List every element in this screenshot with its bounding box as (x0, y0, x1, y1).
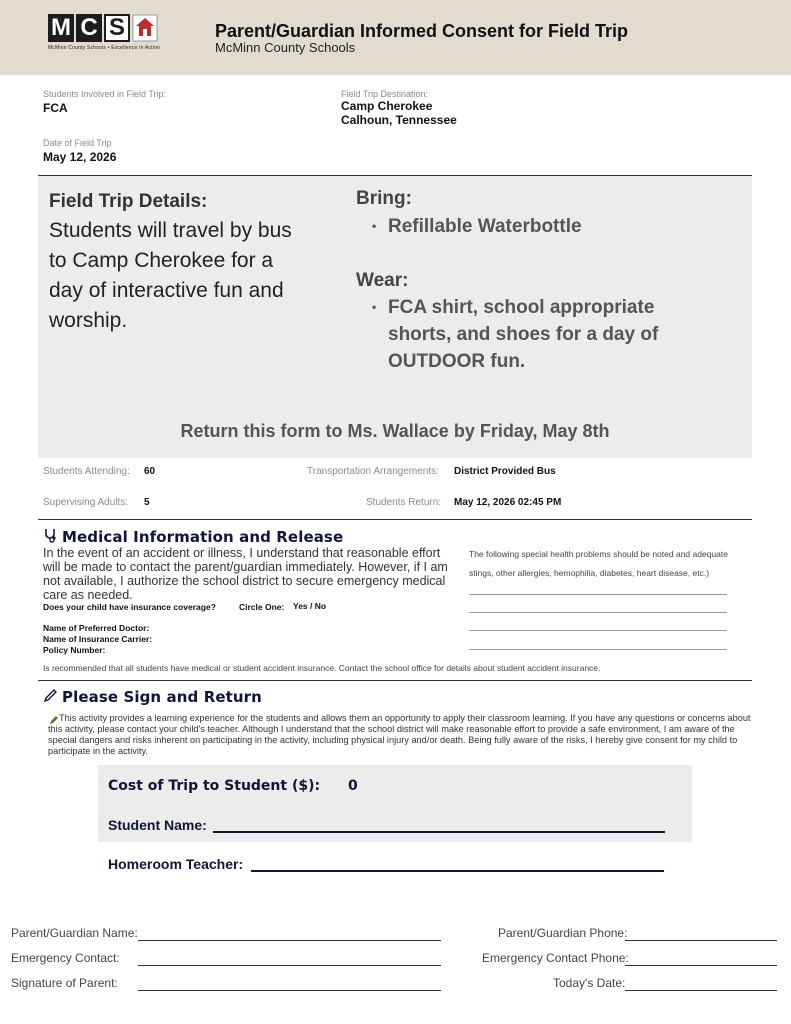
students-involved-value: FCA (43, 101, 68, 115)
health-note-line-1: The following special health problems should be noted and adequate (469, 549, 728, 559)
details-heading: Field Trip Details: (49, 191, 208, 212)
student-name-field[interactable] (213, 831, 665, 833)
cost-label: Cost of Trip to Student ($): (108, 778, 321, 794)
students-involved-label: Students Involved in Field Trip: (43, 89, 167, 99)
health-notes-line[interactable] (469, 649, 727, 650)
health-notes-line[interactable] (469, 630, 727, 631)
destination-line-2: Calhoun, Tennessee (341, 113, 457, 127)
insurance-question: Does your child have insurance coverage? (43, 602, 216, 612)
destination-label: Field Trip Destination: (341, 89, 429, 99)
todays-date-field[interactable] (625, 990, 777, 991)
health-notes-line[interactable] (469, 594, 727, 595)
header-banner (0, 0, 791, 75)
health-note-line-2: stings, other allergies, hemophilia, diabetes, heart disease, etc.) (469, 568, 710, 578)
homeroom-teacher-label: Homeroom Teacher: (108, 856, 244, 872)
mcs-logo (48, 14, 160, 56)
emergency-contact-label: Emergency Contact: (11, 951, 120, 965)
todays-date-label: Today's Date: (553, 976, 626, 990)
homeroom-teacher-field[interactable] (251, 870, 664, 872)
destination-line-1: Camp Cherokee (341, 99, 433, 113)
sign-section-title: Please Sign and Return (62, 688, 262, 706)
form-subtitle: McMinn County Schools (215, 40, 356, 55)
trip-date-label: Date of Field Trip (43, 138, 112, 148)
school-crest-icon (132, 14, 158, 42)
students-return-value: May 12, 2026 02:45 PM (454, 497, 562, 508)
details-text: Students will travel by bus to Camp Cherokee for a day of interactive fun and worship. (49, 219, 292, 332)
policy-number-label: Policy Number: (43, 645, 106, 655)
health-notes-line[interactable] (469, 612, 727, 613)
trip-date-value: May 12, 2026 (43, 150, 117, 164)
consent-text: This activity provides a learning experience for the students and allows them an opportunity to apply their classroom learning. If you have any questions or concerns about this activity, please contact your child's teacher. Although I understand that the school district will make reasonable effort to provide a safe environment, I am aware of the special dangers and risks inherent on participating in the activity, including physical injury and/or death. Being fully aware of the risks, I hereby give consent for my child to participate in the activity. (48, 713, 751, 756)
stethoscope-icon (43, 528, 58, 543)
return-form-note: Return this form to Ms. Wallace by Friday, May 8th (180, 421, 610, 441)
cost-value: 0 (348, 778, 358, 794)
transportation-value: District Provided Bus (454, 466, 556, 477)
logo-tagline: McMinn County Schools • Excellence In Action (48, 45, 160, 51)
divider (38, 519, 752, 520)
logo-letter-m: M (48, 14, 74, 42)
students-attending-label: Students Attending: (43, 466, 130, 477)
wear-heading: Wear: (356, 270, 409, 291)
medical-section-title: Medical Information and Release (62, 528, 344, 546)
cost-student-panel (98, 765, 692, 842)
parent-name-field[interactable] (138, 940, 441, 941)
circle-one-label: Circle One: (239, 602, 285, 612)
bring-heading: Bring: (356, 188, 412, 209)
preferred-doctor-label: Name of Preferred Doctor: (43, 623, 150, 633)
logo-letter-s: S (104, 14, 130, 42)
field-trip-details-panel (38, 176, 752, 458)
bring-item: • Refillable Waterbottle (388, 213, 688, 240)
transportation-label: Transportation Arrangements: (307, 466, 439, 477)
wear-item: • FCA shirt, school appropriate shorts, and shoes for a day of OUTDOOR fun. (388, 294, 688, 375)
insurance-disclaimer: Is recommended that all students have medical or student accident insurance. Contact the school office for details about student accident insurance. (43, 663, 601, 673)
parent-signature-label: Signature of Parent: (11, 976, 118, 990)
supervising-adults-value: 5 (144, 497, 150, 508)
parent-signature-field[interactable] (138, 990, 441, 991)
form-title: Parent/Guardian Informed Consent for Field Trip (215, 21, 629, 41)
emergency-phone-field[interactable] (625, 965, 777, 966)
student-name-label: Student Name: (108, 817, 207, 833)
students-attending-value: 60 (144, 466, 156, 477)
students-return-label: Students Return: (366, 497, 442, 508)
supervising-adults-label: Supervising Adults: (43, 497, 129, 508)
parent-phone-field[interactable] (625, 940, 777, 941)
parent-phone-label: Parent/Guardian Phone: (498, 926, 628, 940)
insurance-carrier-label: Name of Insurance Carrier: (43, 634, 153, 644)
divider (38, 680, 752, 681)
emergency-phone-label: Emergency Contact Phone: (482, 951, 629, 965)
insurance-yes-no[interactable]: Yes / No (293, 601, 327, 611)
medical-release-text: In the event of an accident or illness, I understand that reasonable effort will be made to contact the parent/guardian immediately. However, if I am not available, I authorize the school district to secure emergency medical care as needed. (43, 546, 448, 602)
parent-name-label: Parent/Guardian Name: (11, 926, 138, 940)
emergency-contact-field[interactable] (138, 965, 441, 966)
logo-letter-c: C (76, 14, 102, 42)
pencil-icon (43, 689, 58, 703)
